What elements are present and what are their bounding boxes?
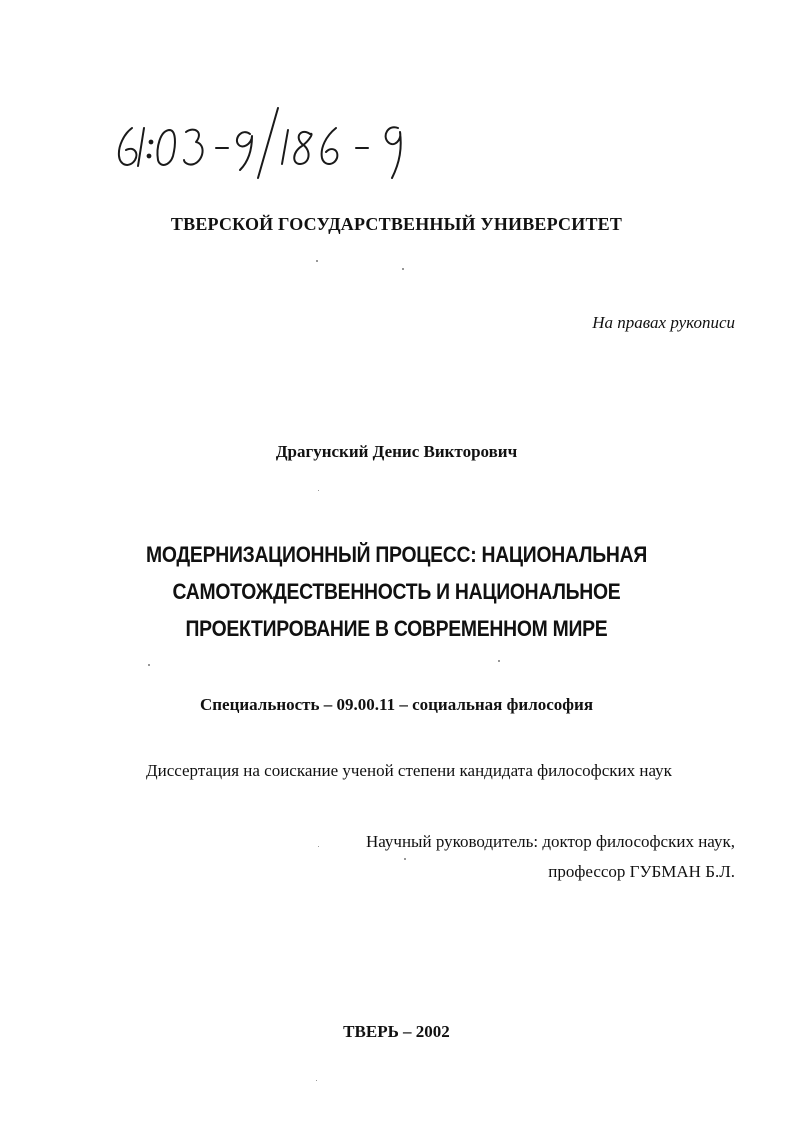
title-line-3: ПРОЕКТИРОВАНИЕ В СОВРЕМЕННОМ МИРЕ — [185, 616, 608, 641]
supervisor-line-2: профессор ГУБМАН Б.Л. — [548, 862, 735, 881]
dissertation-degree: Диссертация на соискание ученой степени кандидата философских наук — [146, 761, 672, 780]
dissertation-title — [100, 536, 692, 647]
supervisor-line-1: Научный руководитель: доктор философских наук, — [365, 832, 735, 851]
scan-speck — [404, 858, 406, 860]
scan-speck — [318, 490, 319, 491]
title-line-2: САМОТОЖДЕСТВЕННОСТЬ И НАЦИОНАЛЬНОЕ — [172, 579, 621, 604]
manuscript-rights: На правах рукописи — [592, 313, 735, 332]
city-year: ТВЕРЬ – 2002 — [343, 1022, 450, 1041]
handwritten-archive-number — [110, 98, 440, 188]
scan-speck — [316, 1080, 317, 1081]
university-name: ТВЕРСКОЙ ГОСУДАРСТВЕННЫЙ УНИВЕРСИТЕТ — [170, 214, 623, 234]
supervisor — [366, 827, 735, 887]
specialty: Специальность – 09.00.11 – социальная философия — [199, 695, 594, 714]
scan-speck — [148, 664, 150, 666]
handwritten-archive-number-graphic — [110, 98, 440, 188]
scan-speck — [498, 660, 500, 662]
scan-speck — [318, 846, 319, 847]
scan-speck — [316, 260, 318, 262]
scan-speck — [402, 268, 404, 270]
title-line-1: МОДЕРНИЗАЦИОННЫЙ ПРОЦЕСС: НАЦИОНАЛЬНАЯ — [146, 542, 647, 567]
author-name: Драгунский Денис Викторович — [275, 442, 518, 461]
